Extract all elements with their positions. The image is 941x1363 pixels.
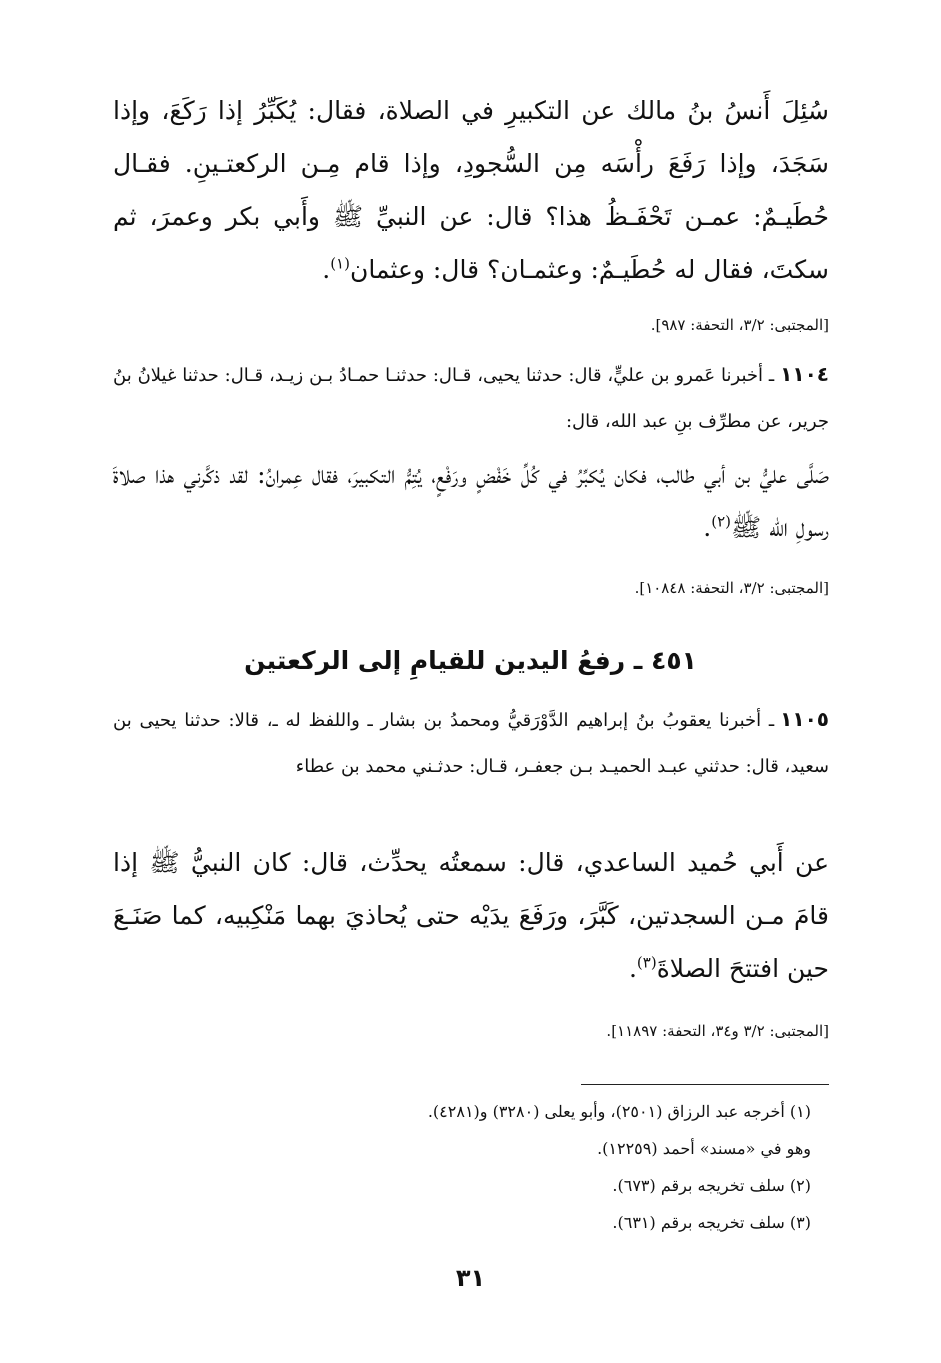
matn-text: صَلَّى عليُّ بن أبي طالب، فكان يُكبِّرُ في كُلِّ خَفْضٍ ورَفْعٍ، يُتِمُّ التكبيرَ، فقال عِمرانُ: لقد ذكَّرني هذا صلاةَ رسولِ الله ﷺ <box>113 460 829 542</box>
reference-line: [المجتبى: ٣/٢، التحفة: ٩٨٧]. <box>650 316 829 334</box>
footnote-2: (٢) سلف تخريجه برقم (٦٧٣). <box>612 1176 811 1195</box>
isnad-text: ـ أخبرنا يعقوبُ بنُ إبراهيم الدَّوْرَقيُّ ومحمدُ بن بشار ـ واللفظ له ـ، قالا: حدثنا يحيى بن سعيد، قال: حدثني عبـد الحميـد بـن جعفـر، قـال: حدثـني محمد بن عطاء <box>113 710 829 777</box>
sentence-end: . <box>628 954 637 983</box>
hadith-1104-isnad <box>113 351 829 445</box>
footnote-1: (١) أخرجه عبد الرزاق (٢٥٠١)، وأبو يعلى (٣٢٨٠) و(٤٢٨١). <box>427 1102 811 1121</box>
hadith-1104-text <box>113 448 829 554</box>
isnad-text: ـ أخبرنا عَمرو بن عليٍّ، قال: حدثنا يحيى، قـال: حدثنـا حمـادُ بـن زيـد، قـال: حدثنا غيلانُ بنُ جرير، عن مطرِّف بنِ عبد الله، قال: <box>113 365 829 432</box>
reference-line: [المجتبى: ٣/٢، التحفة: ١٠٨٤٨]. <box>634 579 829 597</box>
footnote-1-continued: وهو في «مسند» أحمد (١٢٢٥٩). <box>597 1139 811 1158</box>
matn-text: عن أَبي حُميد الساعدي، قال: سمعتُه يحدِّث، قال: كان النبيُّ ﷺ إذا قامَ مـن السجدتين، كَبَّرَ، ورَفَعَ يدَيْه حتى يُحاذيَ بهما مَنْكِبيه، كما صَنَـعَ حين افتتحَ الصلاةَ <box>113 848 829 983</box>
footnote-marker[interactable]: (٣) <box>636 953 657 972</box>
paragraph-text: سُئِلَ أَنسُ بنُ مالك عن التكبيرِ في الصلاة، فقال: يُكَبِّرُ إذا رَكَعَ، وإذا سَجَدَ، وإذا رَفَعَ رأْسَه مِن السُّجودِ، وإذا قام مِـن الركعتـينِ. فقـال حُطَيـمٌ: عمـن تَحْفَـظُ هذا؟ قال: عن النبيِّ ﷺ وأَبي بكر وعمرَ، ثم سكتَ، فقال له حُطَيـمٌ: وعثمـان؟ قال: وعثمان <box>113 96 829 284</box>
footnote-marker[interactable]: (٢) <box>711 512 731 531</box>
chapter-heading: ٤٥١ ـ رفعُ اليدين للقيامِ إلى الركعتين <box>244 646 697 675</box>
hadith-number: ١١٠٤ <box>780 362 829 386</box>
footnotes <box>251 1093 811 1241</box>
reference-line: [المجتبى: ٣/٢ و٣٤، التحفة: ١١٨٩٧]. <box>606 1022 829 1040</box>
sentence-end: . <box>322 255 331 284</box>
hadith-paragraph-anas <box>113 84 829 296</box>
hadith-1105-isnad <box>113 696 829 790</box>
sentence-end: . <box>703 513 712 542</box>
hadith-1105-text <box>113 836 829 995</box>
footnote-divider <box>581 1084 829 1085</box>
hadith-number: ١١٠٥ <box>780 707 829 731</box>
page-number: ٣١ <box>455 1264 486 1292</box>
footnote-marker[interactable]: (١) <box>330 254 350 273</box>
footnote-3: (٣) سلف تخريجه برقم (٦٣١). <box>612 1213 811 1232</box>
